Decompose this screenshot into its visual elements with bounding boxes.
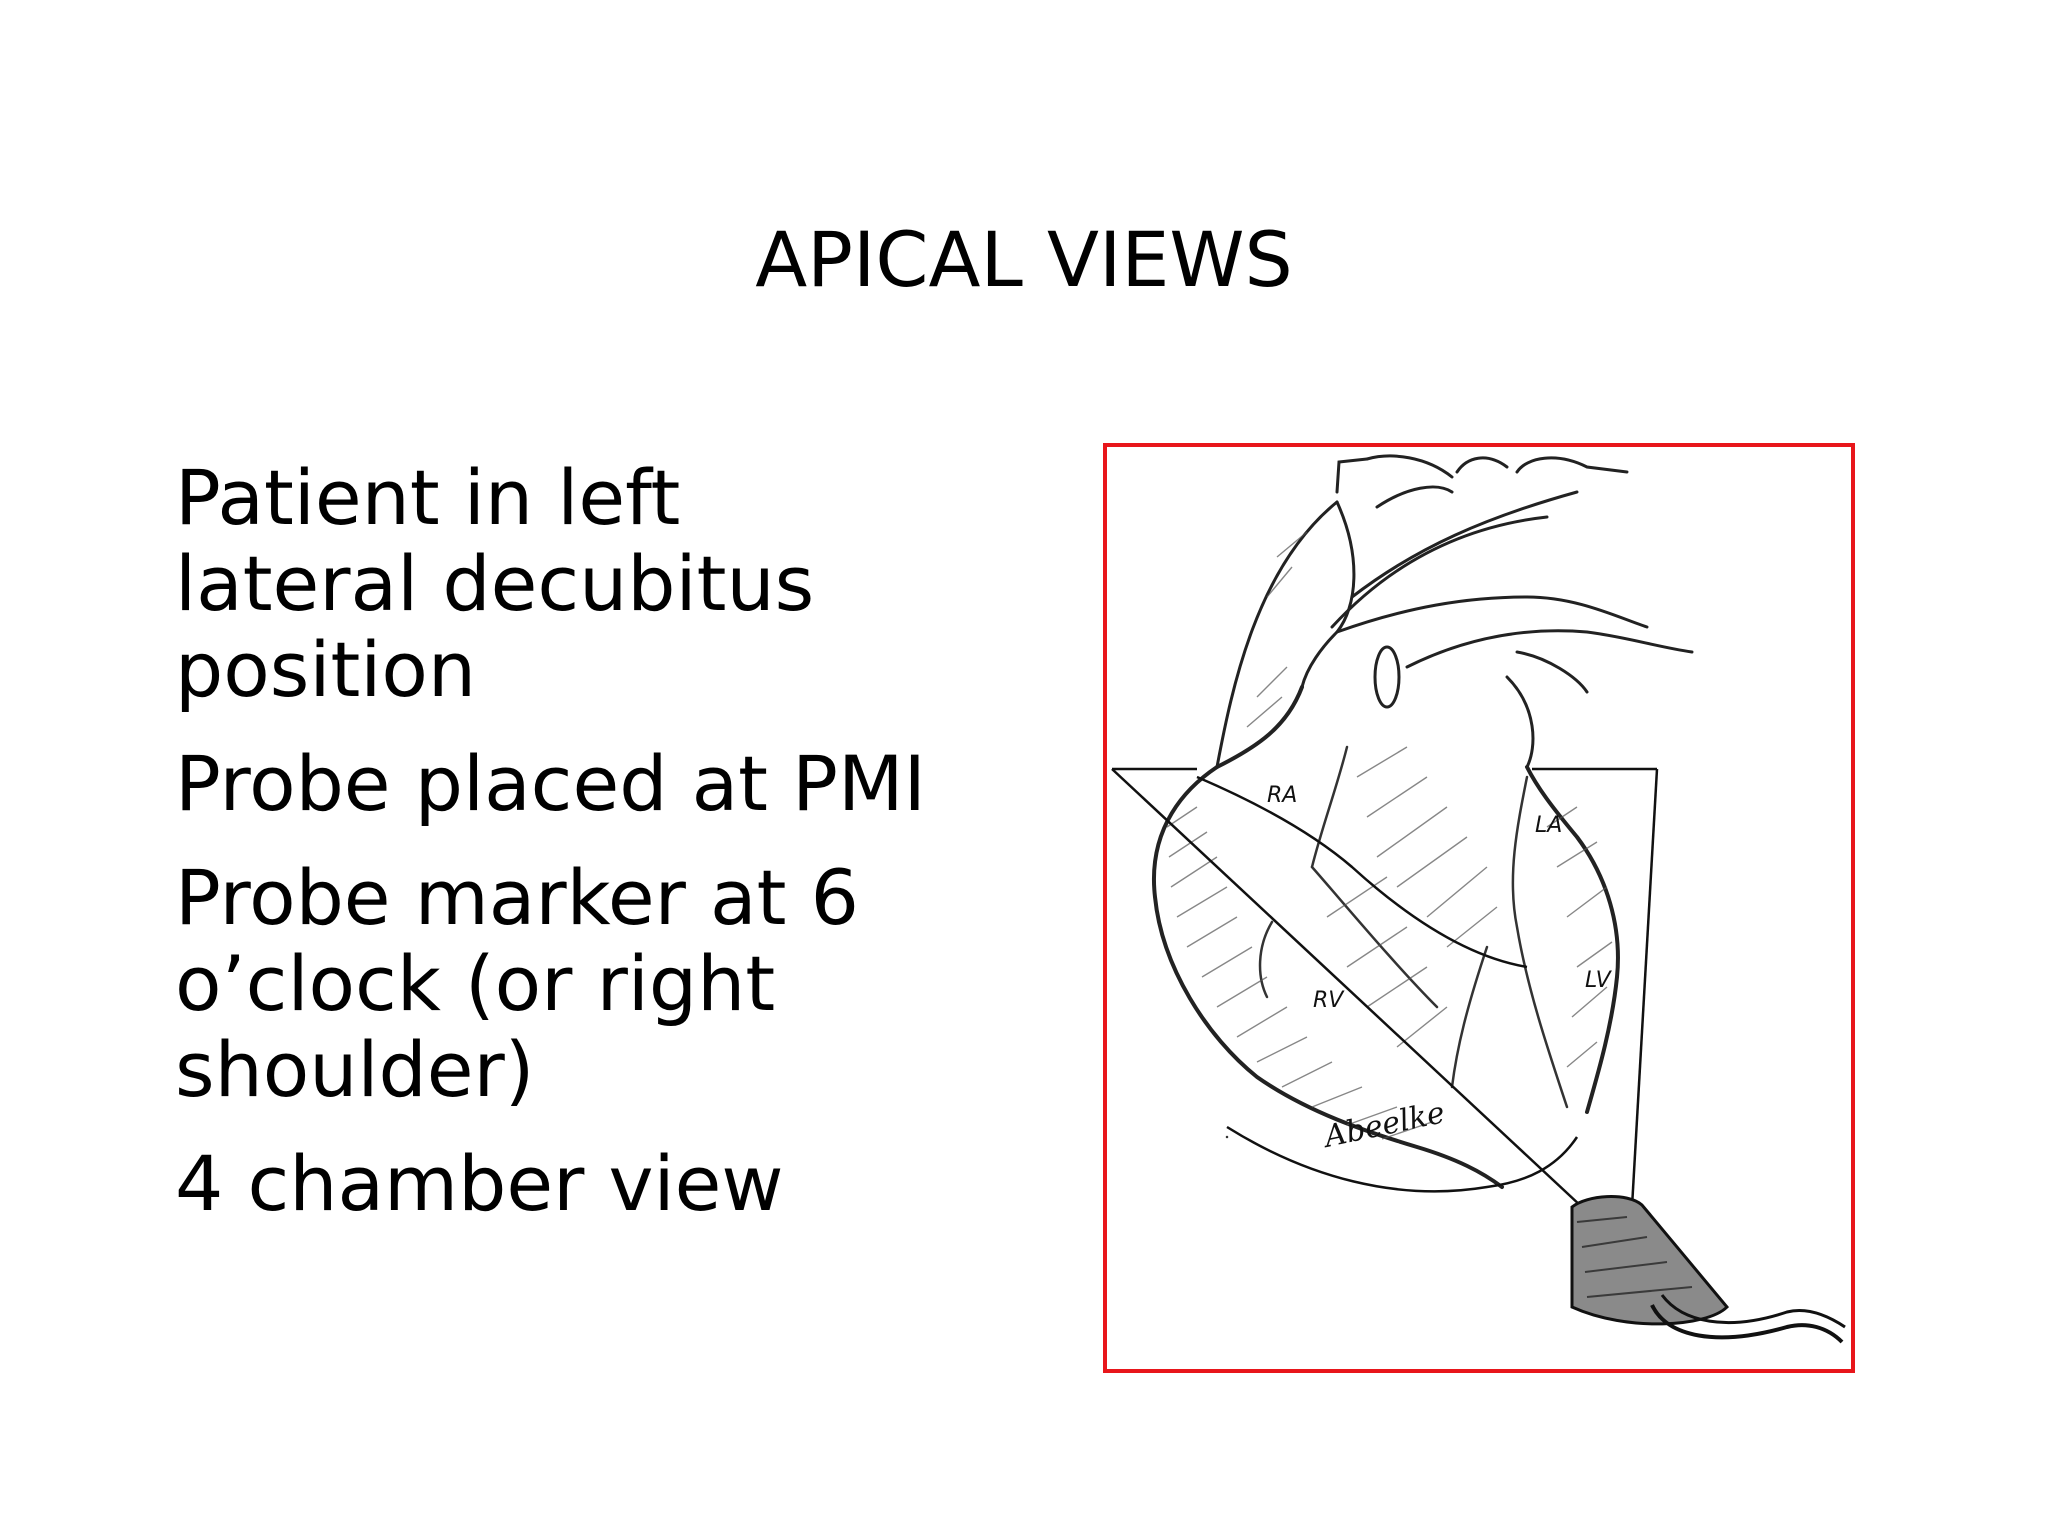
great-vessels-drawing [1217, 456, 1692, 767]
slide-title: APICAL VIEWS [755, 215, 1293, 304]
label-right-atrium: RA [1267, 783, 1298, 808]
bullet-probe-marker: Probe marker at 6 o’clock (or right shoulder) [175, 853, 859, 1114]
bullet-four-chamber-view: 4 chamber view [175, 1139, 784, 1228]
bullet-patient-position: Patient in left lateral decubitus position [175, 453, 815, 714]
ultrasound-probe-drawing [1572, 1197, 1845, 1342]
label-left-ventricle: LV [1585, 968, 1611, 993]
heart-illustration-frame [1103, 443, 1855, 1373]
bullet-list [175, 455, 1055, 1255]
artist-signature: Abeelke [1321, 1095, 1448, 1155]
bullet-probe-placement: Probe placed at PMI [175, 739, 926, 828]
heart-apical-four-chamber-illustration [1107, 447, 1851, 1369]
label-left-atrium: LA [1535, 813, 1563, 838]
label-right-ventricle: RV [1313, 988, 1344, 1013]
